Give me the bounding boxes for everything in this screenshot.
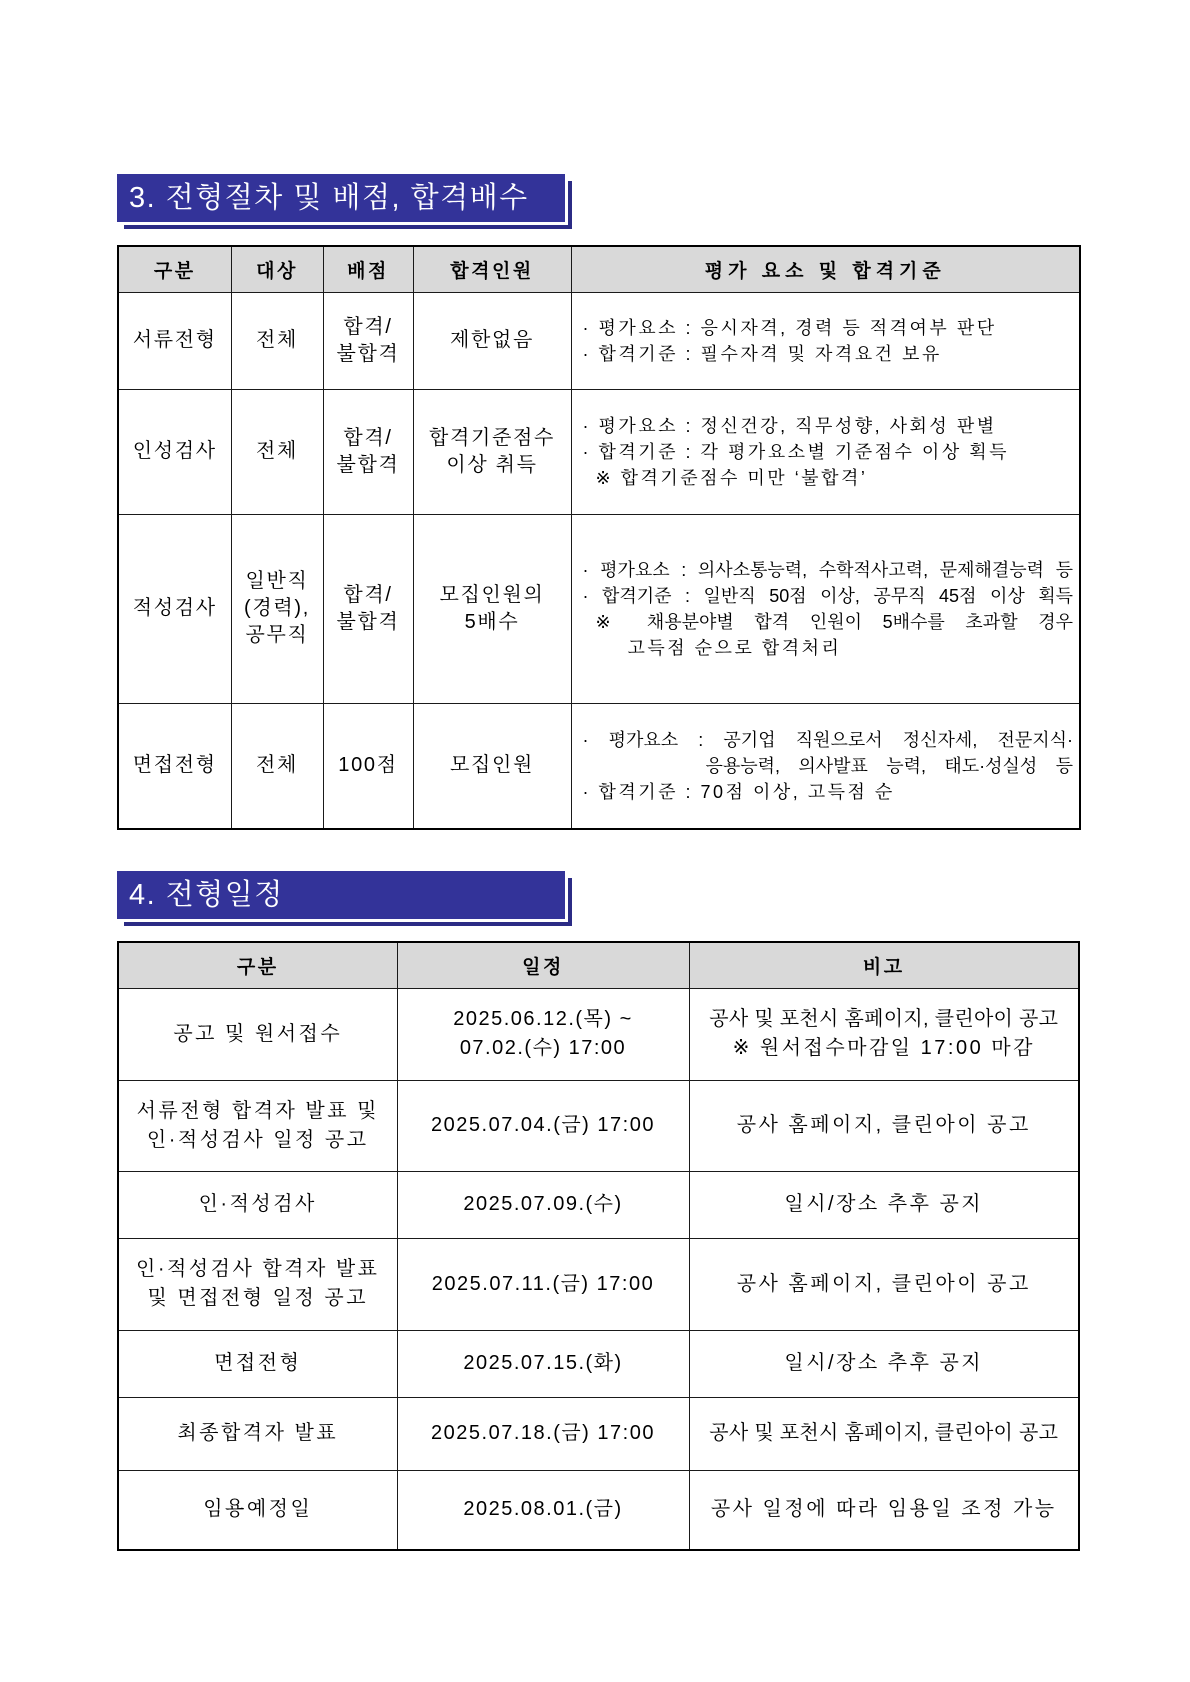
schedule-line: 2025.07.15.(화) [463, 1352, 623, 1374]
category-line: 최종합격자 발표 [177, 1422, 339, 1444]
cell-criteria [571, 514, 1080, 703]
score-line: 합격/ [343, 426, 393, 449]
table-header-row [118, 246, 1080, 292]
cell-target [231, 292, 323, 389]
table-row [118, 703, 1080, 829]
cell-category [118, 1397, 397, 1470]
cell-score [323, 703, 413, 829]
cell-remarks [689, 1238, 1079, 1330]
cell-passers [413, 514, 571, 703]
category-line: 서류전형 합격자 발표 및 [136, 1099, 379, 1122]
table-row [118, 292, 1080, 389]
remarks-line: 공사 홈페이지, 클린아이 공고 [736, 1114, 1031, 1136]
cell-schedule [397, 1171, 689, 1238]
cell-remarks [689, 1397, 1079, 1470]
category-line: 공고 및 원서접수 [173, 1022, 343, 1045]
category-line: 면접전형 [214, 1352, 302, 1374]
header-remarks: 비고 [689, 942, 1079, 988]
score-line: 불합격 [336, 453, 400, 476]
target-line: 전체 [255, 329, 299, 351]
table-row [118, 1470, 1079, 1550]
cell-target [231, 389, 323, 514]
passers-line: 모집인원의 [439, 583, 545, 606]
schedule-line: 2025.07.09.(수) [463, 1193, 623, 1215]
category-line: 및 면접전형 일정 공고 [147, 1287, 369, 1309]
cell-category [118, 292, 231, 389]
cell-category [118, 1080, 397, 1171]
cell-score [323, 389, 413, 514]
table-row [118, 389, 1080, 514]
schedule-line: 2025.07.18.(금) 17:00 [431, 1422, 655, 1444]
cell-remarks [689, 988, 1079, 1080]
remarks-line: 일시/장소 추후 공지 [784, 1352, 984, 1374]
cell-criteria [571, 292, 1080, 389]
table-row [118, 1080, 1079, 1171]
score-line: 합격/ [343, 315, 393, 338]
target-line: 공무직 [245, 624, 309, 646]
header-category: 구분 [118, 942, 397, 988]
passers-line: 제한없음 [449, 329, 535, 351]
cell-remarks [689, 1080, 1079, 1171]
category-text: 면접전형 [132, 754, 217, 777]
target-line: (경력), [243, 597, 311, 619]
cell-category [118, 988, 397, 1080]
selection-schedule-table [117, 941, 1080, 1551]
criteria-line: · 합격기준 : 각 평가요소별 기준점수 이상 획득 [582, 441, 1009, 462]
table-row [118, 988, 1079, 1080]
header-schedule: 일정 [397, 942, 689, 988]
table-header [118, 246, 1080, 292]
remarks-line: 공사 및 포천시 홈페이지, 클린아이 공고 [709, 1008, 1059, 1030]
cell-passers [413, 292, 571, 389]
cell-category [118, 1330, 397, 1397]
category-line: 임용예정일 [203, 1498, 313, 1521]
remarks-note: ※ 원서접수마감일 17:00 마감 [732, 1037, 1035, 1059]
passers-line: 이상 취득 [446, 453, 538, 476]
category-text: 적성검사 [132, 597, 217, 619]
criteria-line: · 평가요소 : 의사소통능력, 수학적사고력, 문제해결능력 등 [582, 559, 1073, 580]
score-line: 불합격 [336, 342, 400, 365]
cell-schedule [397, 1470, 689, 1550]
category-text: 인성검사 [132, 440, 217, 462]
category-line: 인·적성검사 일정 공고 [146, 1128, 369, 1151]
criteria-line: · 합격기준 : 70점 이상, 고득점 순 [582, 781, 895, 802]
criteria-line: · 평가요소 : 공기업 직원으로서 정신자세, 전문지식· [582, 729, 1073, 750]
header-score: 배점 [323, 246, 413, 292]
table-row [118, 1397, 1079, 1470]
schedule-line: 2025.07.11.(금) 17:00 [431, 1272, 655, 1295]
remarks-line: 공사 일정에 따라 임용일 조정 가능 [710, 1498, 1057, 1521]
remarks-line: 공사 홈페이지, 클린아이 공고 [736, 1272, 1031, 1295]
cell-target [231, 703, 323, 829]
cell-target [231, 514, 323, 703]
remarks-line: 공사 및 포천시 홈페이지, 클린아이 공고 [709, 1422, 1059, 1444]
schedule-line: 07.02.(수) 17:00 [459, 1037, 627, 1059]
category-line: 인·적성검사 [198, 1193, 317, 1215]
cell-schedule [397, 1330, 689, 1397]
target-line: 일반직 [245, 570, 309, 592]
score-line: 불합격 [336, 610, 400, 633]
table-row [118, 1238, 1079, 1330]
remarks-line: 일시/장소 추후 공지 [784, 1193, 984, 1215]
table-body [118, 988, 1079, 1550]
table-body [118, 292, 1080, 829]
header-passers: 합격인원 [413, 246, 571, 292]
table-header-row [118, 942, 1079, 988]
cell-remarks [689, 1470, 1079, 1550]
table-header [118, 942, 1079, 988]
schedule-line: 2025.07.04.(금) 17:00 [431, 1114, 655, 1136]
cell-schedule [397, 1397, 689, 1470]
cell-category [118, 1470, 397, 1550]
table-row [118, 1171, 1079, 1238]
cell-schedule [397, 1080, 689, 1171]
table-row [118, 514, 1080, 703]
criteria-note-continuation: 고득점 순으로 합격처리 [627, 637, 842, 658]
cell-criteria [571, 389, 1080, 514]
criteria-line: · 평가요소 : 응시자격, 경력 등 적격여부 판단 [582, 317, 997, 338]
cell-schedule [397, 1238, 689, 1330]
cell-score [323, 292, 413, 389]
criteria-note: ※ 합격기준점수 미만 ‘불합격’ [595, 467, 868, 488]
cell-schedule [397, 988, 689, 1080]
score-line: 합격/ [343, 583, 393, 606]
target-line: 전체 [255, 754, 299, 777]
cell-category [118, 703, 231, 829]
header-target: 대상 [231, 246, 323, 292]
passers-line: 모집인원 [449, 754, 535, 777]
passers-line: 5배수 [464, 610, 520, 633]
cell-category [118, 389, 231, 514]
schedule-line: 2025.06.12.(목) ~ [453, 1008, 633, 1030]
section-3-heading: 3. 전형절차 및 배점, 합격배수 [117, 174, 565, 222]
passers-line: 합격기준점수 [428, 426, 556, 449]
cell-passers [413, 703, 571, 829]
cell-passers [413, 389, 571, 514]
cell-remarks [689, 1330, 1079, 1397]
category-text: 서류전형 [132, 329, 217, 351]
header-criteria: 평가 요소 및 합격기준 [571, 246, 1080, 292]
target-line: 전체 [255, 440, 299, 462]
score-line: 100점 [338, 754, 398, 777]
cell-score [323, 514, 413, 703]
category-line: 인·적성검사 합격자 발표 [136, 1258, 380, 1280]
header-category: 구분 [118, 246, 231, 292]
cell-remarks [689, 1171, 1079, 1238]
criteria-note: ※ 채용분야별 합격 인원이 5배수를 초과할 경우 [595, 611, 1073, 632]
schedule-line: 2025.08.01.(금) [463, 1498, 623, 1521]
selection-procedure-table [117, 245, 1081, 830]
criteria-line-continuation: 응용능력, 의사발표 능력, 태도·성실성 등 [705, 755, 1073, 776]
criteria-line: · 합격기준 : 필수자격 및 자격요건 보유 [582, 343, 942, 364]
cell-criteria [571, 703, 1080, 829]
criteria-line: · 평가요소 : 정신건강, 직무성향, 사회성 판별 [582, 415, 997, 436]
table-row [118, 1330, 1079, 1397]
section-4-heading: 4. 전형일정 [117, 871, 565, 919]
cell-category [118, 1171, 397, 1238]
cell-category [118, 514, 231, 703]
cell-category [118, 1238, 397, 1330]
criteria-line: · 합격기준 : 일반직 50점 이상, 공무직 45점 이상 획득 [582, 585, 1073, 606]
